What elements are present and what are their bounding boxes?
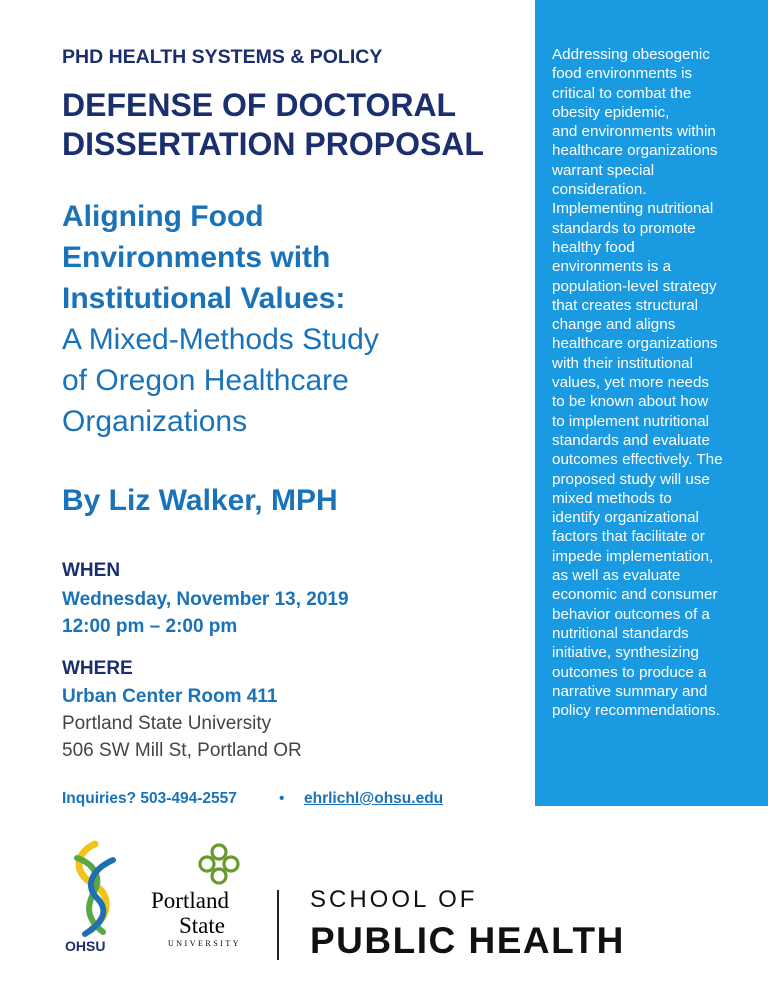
psu-wordmark-line-2: State	[179, 913, 225, 938]
logo-divider	[277, 890, 279, 960]
psu-university-label: UNIVERSITY	[168, 939, 241, 948]
abstract-line: that creates structural	[552, 296, 699, 314]
dissertation-title	[62, 196, 502, 442]
inquiries-phone: Inquiries? 503-494-2557	[62, 790, 237, 807]
ohsu-logo-icon	[55, 840, 135, 940]
subtitle-line-3: Organizations	[62, 405, 248, 438]
event-heading-line-1: DEFENSE OF DOCTORAL	[62, 87, 457, 123]
abstract-line: healthcare organizations	[552, 335, 718, 353]
abstract-line: environments is a	[552, 258, 672, 276]
abstract-line: behavior outcomes of a	[552, 605, 710, 623]
abstract-line: critical to combat the	[552, 84, 692, 102]
abstract-line: to be known about how	[552, 393, 709, 411]
abstract-line: population-level strategy	[552, 277, 717, 295]
abstract-line: outcomes effectively. The	[552, 451, 723, 469]
abstract-line: policy recommendations.	[552, 702, 720, 720]
abstract-line: healthy food	[552, 238, 635, 256]
abstract-line: mixed methods to	[552, 489, 672, 507]
abstract-line: Implementing nutritional	[552, 200, 714, 218]
psu-logo-icon	[197, 842, 241, 886]
school-of-label: SCHOOL OF	[310, 886, 478, 913]
event-address: 506 SW Mill St, Portland OR	[62, 740, 302, 761]
abstract-line: economic and consumer	[552, 586, 718, 604]
abstract-line: food environments is	[552, 65, 693, 83]
contact-separator: •	[279, 790, 285, 807]
where-label: WHERE	[62, 658, 133, 679]
abstract-line: narrative summary and	[552, 682, 708, 700]
abstract-line: consideration.	[552, 181, 647, 199]
abstract-line: nutritional standards	[552, 624, 689, 642]
abstract-line: values, yet more needs	[552, 374, 710, 392]
abstract-line: as well as evaluate	[552, 567, 681, 585]
abstract-text	[552, 45, 758, 720]
abstract-line: identify organizational	[552, 509, 699, 527]
subtitle-line-2: of Oregon Healthcare	[62, 364, 349, 397]
author-name: By Liz Walker, MPH	[62, 484, 338, 517]
abstract-line: Addressing obesogenic	[552, 46, 710, 63]
event-date: Wednesday, November 13, 2019	[62, 589, 349, 610]
abstract-line: standards to promote	[552, 219, 696, 237]
event-heading-line-2: DISSERTATION PROPOSAL	[62, 126, 484, 162]
abstract-line: impede implementation,	[552, 547, 714, 565]
logo-strip	[55, 838, 635, 988]
event-time: 12:00 pm – 2:00 pm	[62, 616, 238, 637]
title-line-3: Institutional Values:	[62, 282, 346, 315]
program-heading: PHD HEALTH SYSTEMS & POLICY	[62, 46, 383, 68]
abstract-line: obesity epidemic,	[552, 103, 670, 121]
event-heading	[62, 86, 532, 164]
abstract-line: factors that facilitate or	[552, 528, 705, 546]
subtitle-line-1: A Mixed-Methods Study	[62, 323, 379, 356]
abstract-line: to implement nutritional	[552, 412, 710, 430]
when-label: WHEN	[62, 560, 121, 581]
title-line-2: Environments with	[62, 241, 331, 274]
event-room: Urban Center Room 411	[62, 686, 278, 707]
psu-wordmark-line-1: Portland	[151, 888, 229, 913]
ohsu-wordmark: OHSU	[65, 938, 106, 954]
title-line-1: Aligning Food	[62, 200, 264, 233]
abstract-line: initiative, synthesizing	[552, 644, 699, 662]
public-health-label: PUBLIC HEALTH	[310, 920, 625, 961]
abstract-line: healthcare organizations	[552, 142, 718, 160]
abstract-line: change and aligns	[552, 316, 676, 334]
abstract-line: and environments within	[552, 123, 716, 141]
abstract-line: proposed study will use	[552, 470, 710, 488]
abstract-line: warrant special	[552, 161, 655, 179]
abstract-line: outcomes to produce a	[552, 663, 707, 681]
event-institution: Portland State University	[62, 713, 272, 734]
contact-email-link[interactable]: ehrlichl@ohsu.edu	[304, 790, 444, 807]
abstract-line: with their institutional	[552, 354, 693, 372]
abstract-line: standards and evaluate	[552, 431, 710, 449]
psu-wordmark	[151, 888, 229, 938]
